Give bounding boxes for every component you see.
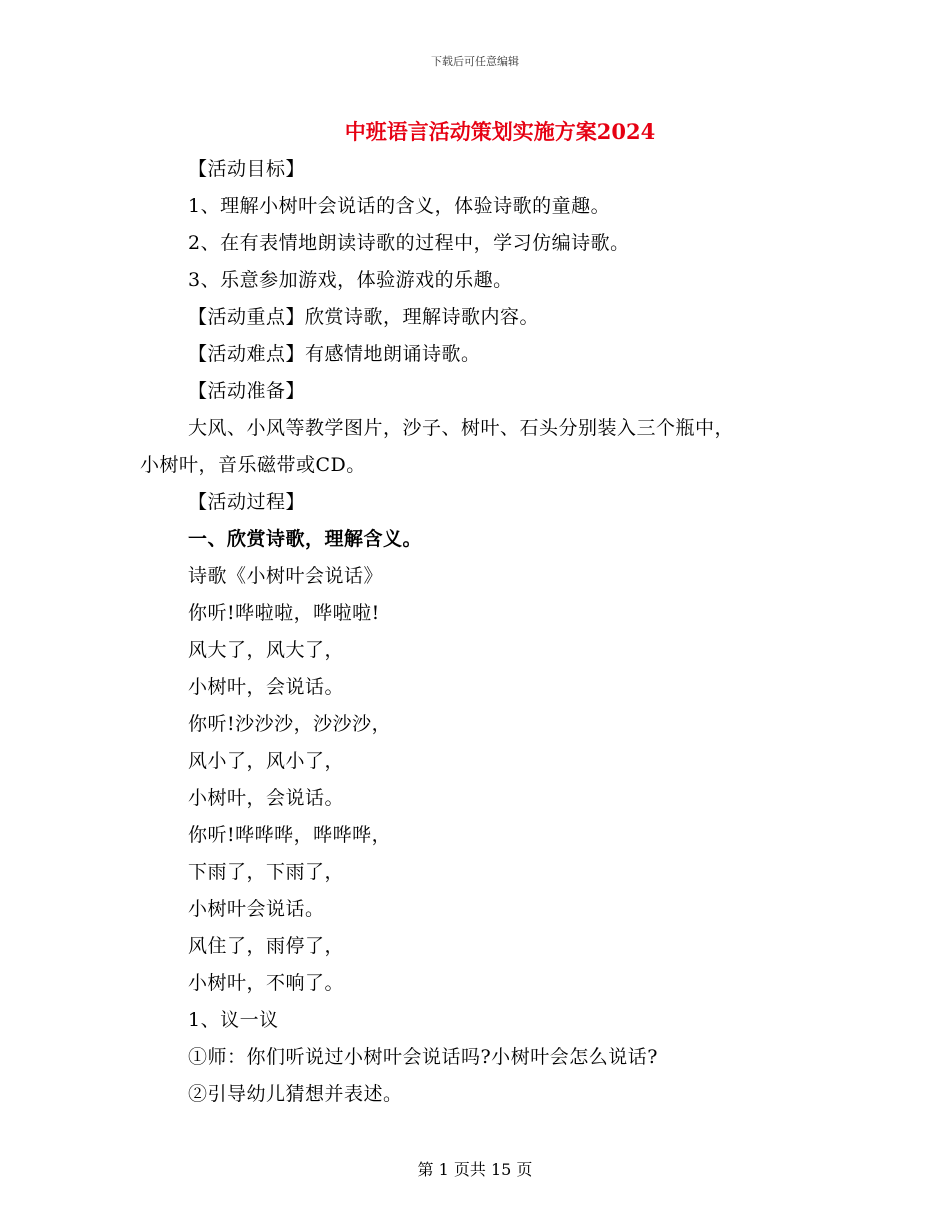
goal-item-2: 2、在有表情地朗读诗歌的过程中，学习仿编诗歌。: [188, 232, 630, 254]
key-point: 【活动重点】欣赏诗歌，理解诗歌内容。: [188, 306, 540, 328]
preparation-text-line-2: 小树叶，音乐磁带或CD。: [140, 454, 366, 476]
section-heading-process: 【活动过程】: [188, 491, 306, 513]
poem-line: 小树叶，会说话。: [188, 787, 345, 809]
poem-line: 小树叶，会说话。: [188, 676, 345, 698]
preparation-text-line-1: 大风、小风等教学图片，沙子、树叶、石头分别装入三个瓶中，: [188, 417, 735, 439]
poem-line: 下雨了，下雨了，: [188, 861, 345, 883]
poem-line: 风住了，雨停了，: [188, 935, 345, 957]
goal-item-1: 1、理解小树叶会说话的含义，体验诗歌的童趣。: [188, 195, 611, 217]
document-body: [140, 151, 800, 1113]
goal-item-3: 3、乐意参加游戏，体验游戏的乐趣。: [188, 269, 513, 291]
discussion-heading: 1、议一议: [188, 1009, 279, 1031]
document-title: 中班语言活动策划实施方案2024: [344, 119, 656, 144]
poem-title: 诗歌《小树叶会说话》: [188, 565, 384, 587]
process-step-heading: 一、欣赏诗歌，理解含义。: [188, 528, 423, 550]
difficult-point: 【活动难点】有感情地朗诵诗歌。: [188, 343, 481, 365]
poem-line: 你听!哗哗哗，哗哗哗，: [188, 824, 392, 846]
discussion-item-2: ②引导幼儿猜想并表述。: [188, 1083, 403, 1105]
poem-line: 你听!哗啦啦，哗啦啦!: [188, 602, 380, 624]
poem-line: 风大了，风大了，: [188, 639, 345, 661]
poem-line: 小树叶会说话。: [188, 898, 325, 920]
poem-line: 小树叶，不响了。: [188, 972, 345, 994]
section-heading-preparation: 【活动准备】: [188, 380, 306, 402]
page-header: 下载后可任意编辑: [431, 55, 519, 68]
poem-line: 风小了，风小了，: [188, 750, 345, 772]
discussion-item-1: ①师：你们听说过小树叶会说话吗?小树叶会怎么说话?: [188, 1046, 658, 1068]
section-heading-goals: 【活动目标】: [188, 158, 306, 180]
poem-line: 你听!沙沙沙，沙沙沙，: [188, 713, 392, 735]
page-footer: 第 1 页共 15 页: [417, 1160, 533, 1179]
